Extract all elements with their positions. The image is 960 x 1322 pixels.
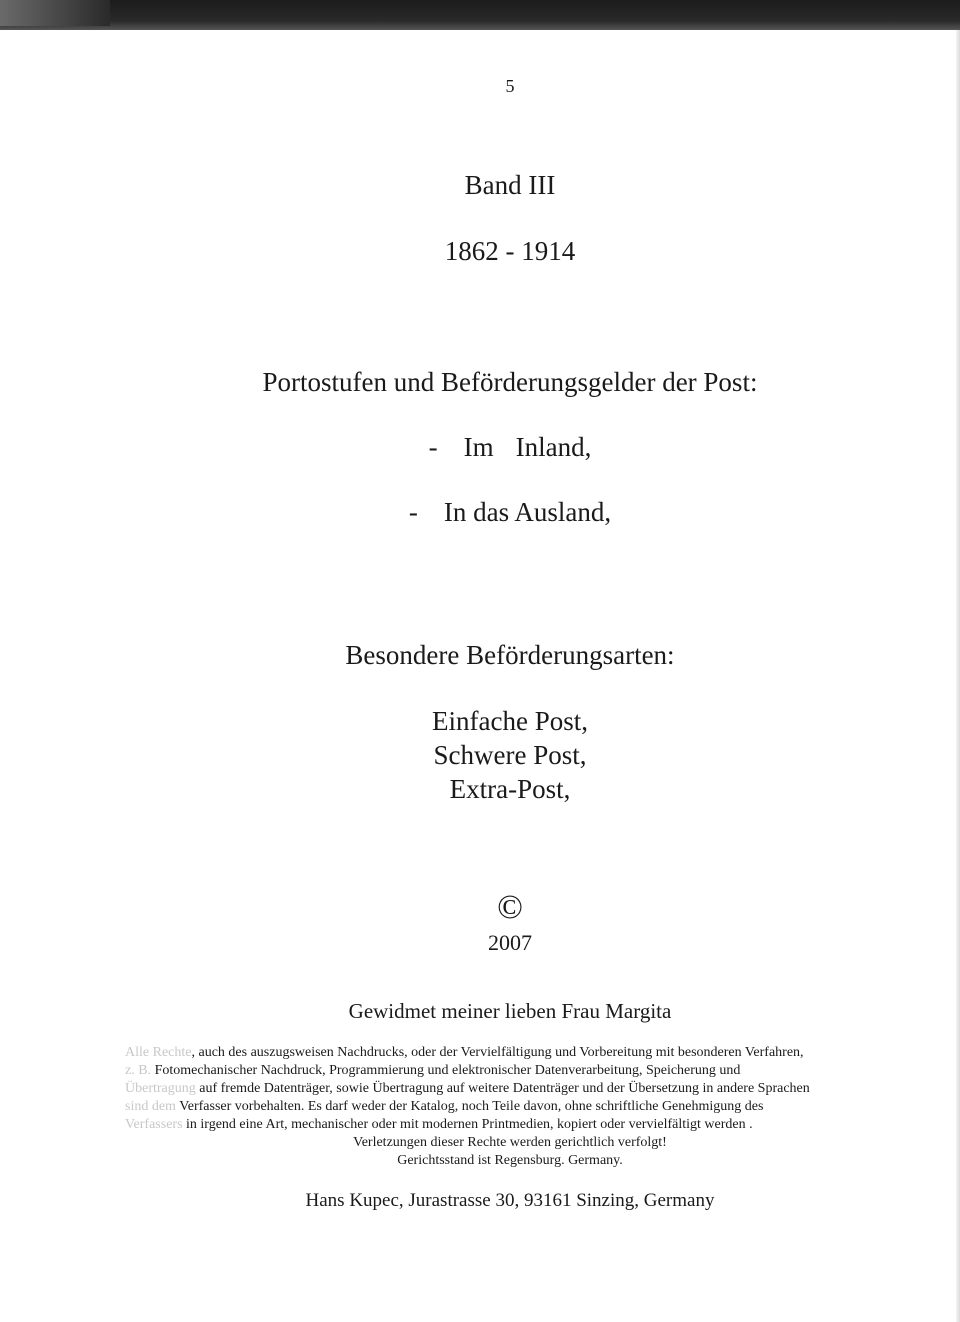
copyright-year: 2007 [488, 930, 532, 955]
bullet-word: Inland, [515, 432, 592, 462]
legal-line [125, 1116, 895, 1134]
section-heading: Besondere Beförderungsarten: [345, 640, 675, 670]
legal-text: Fotomechanischer Nachdruck, Programmierung und elektronischer Datenverarbeitung, Speicherung und [151, 1063, 741, 1078]
transport-type: Einfache Post, [432, 706, 588, 736]
scan-top-shade [0, 0, 110, 26]
bullet-dash: - [428, 432, 438, 462]
legal-text: in irgend eine Art, mechanischer oder mit modernen Printmedien, kopiert oder vervielfältigt werden . [182, 1117, 753, 1132]
scan-right-edge [956, 30, 960, 1322]
bullet-word: Im [463, 432, 494, 462]
legal-text: Verfasser vorbehalten. Es darf weder der Katalog, noch Teile davon, ohne schriftliche Genehmigung des [175, 1099, 764, 1114]
scan-top-border [0, 0, 960, 30]
author-address: Hans Kupec, Jurastrasse 30, 93161 Sinzing, Germany [305, 1190, 715, 1211]
main-subtitle: Portostufen und Beförderungsgelder der Post: [262, 367, 758, 397]
legal-text: auf fremde Datenträger, sowie Übertragung auf weitere Datenträger und der Übersetzung in andere Sprachen [195, 1081, 810, 1096]
legal-line [125, 1080, 895, 1098]
bullet-inland [0, 432, 960, 463]
legal-line [125, 1044, 895, 1062]
legal-notice [125, 1044, 895, 1170]
transport-type: Extra-Post, [449, 774, 571, 804]
legal-faded-text: Alle Rechte [125, 1045, 192, 1060]
legal-faded-text: z. B. [125, 1063, 152, 1078]
transport-types-list [0, 704, 960, 806]
bullet-dash: - [408, 497, 418, 527]
transport-type: Schwere Post, [433, 740, 587, 770]
legal-line [125, 1098, 895, 1116]
legal-faded-text: Übertragung [125, 1081, 196, 1096]
bullet-text: In das Ausland, [443, 497, 612, 527]
bullet-ausland [0, 497, 960, 528]
legal-enforcement: Verletzungen dieser Rechte werden gerichtlich verfolgt! [353, 1135, 667, 1150]
legal-line [125, 1062, 895, 1080]
legal-faded-text: sind dem [125, 1099, 176, 1114]
dedication: Gewidmet meiner lieben Frau Margita [348, 999, 672, 1023]
copyright-symbol: © [497, 889, 523, 926]
legal-faded-text: Verfassers [125, 1117, 183, 1132]
legal-jurisdiction: Gerichtsstand ist Regensburg. Germany. [397, 1153, 623, 1168]
volume-title: Band III [464, 170, 556, 200]
year-range: 1862 - 1914 [444, 236, 576, 266]
legal-text: , auch des auszugsweisen Nachdrucks, oder der Vervielfältigung und Vorbereitung mit besonderen Verfahren, [191, 1045, 804, 1060]
page-number: 5 [505, 76, 515, 96]
